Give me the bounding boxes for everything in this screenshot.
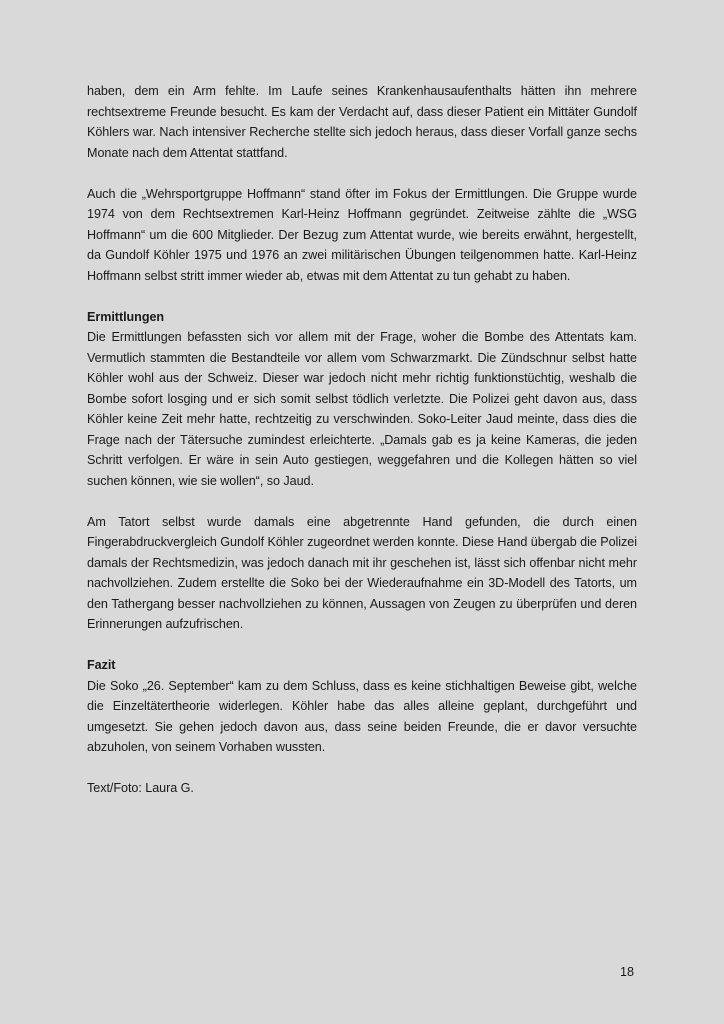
paragraph-spacer xyxy=(87,286,637,307)
paragraph-3: Die Ermittlungen befassten sich vor allem mit der Frage, woher die Bombe des Attentats kam. Vermutlich stammten die Bestandteile vor allem vom Schwarzmarkt. Die Zündschnur selbst hatte Köhler wohl aus der Schweiz. Dieser war jedoch nicht mehr richtig funktionstüchtig, weshalb die Bombe sofort losging und er sich somit selbst tödlich verletzte. Die Polizei geht davon aus, dass Köhler keine Zeit mehr hatte, rechtzeitig zu verschwinden. Soko-Leiter Jaud meinte, dass dies die Frage nach der Tätersuche zumindest erleichterte. „Damals gab es ja keine Kameras, die jeden Schritt verfolgen. Er wäre in sein Auto gestiegen, weggefahren und die Kollegen hätten so viel suchen können, wie sie wollen“, so Jaud. xyxy=(87,330,637,488)
page-number: 18 xyxy=(620,965,635,979)
paragraph-4: Am Tatort selbst wurde damals eine abgetrennte Hand gefunden, die durch einen Fingerabdruckvergleich Gundolf Köhler zugeordnet werden konnte. Diese Hand übergab die Polizei damals der Rechtsmedizin, was jedoch danach mit ihr geschehen ist, lässt sich offenbar nicht mehr nachvollziehen. Zudem erstellte die Soko bei der Wiederaufnahme ein 3D-Modell des Tatorts, um den Tathergang besser nachvollziehen zu können, Aussagen von Zeugen zu überprüfen und deren Erinnerungen aufzufrischen. xyxy=(87,514,637,631)
article-body xyxy=(87,81,637,799)
paragraph-spacer xyxy=(87,635,637,656)
credit-line: Text/Foto: Laura G. xyxy=(87,781,194,795)
paragraph-1: haben, dem ein Arm fehlte. Im Laufe seines Krankenhausaufenthalts hätten ihn mehrere rechtsextreme Freunde besucht. Es kam der Verdacht auf, dass dieser Patient ein Mittäter Gundolf Köhlers war. Nach intensiver Recherche stellte sich jedoch heraus, dass dieser Vorfall ganze sechs Monate nach dem Attentat stattfand. xyxy=(87,84,637,160)
paragraph-5: Die Soko „26. September“ kam zu dem Schluss, dass es keine stichhaltigen Beweise gibt, welche die Einzeltätertheorie widerlegen. Köhler habe das alles alleine geplant, durchgeführt und umgesetzt. Sie gehen jedoch davon aus, dass seine beiden Freunde, die er davor versuchte abzuholen, von seinem Vorhaben wussten. xyxy=(87,678,637,754)
section-heading-ermittlungen: Ermittlungen xyxy=(87,309,165,324)
paragraph-2: Auch die „Wehrsportgruppe Hoffmann“ stand öfter im Fokus der Ermittlungen. Die Gruppe wurde 1974 von dem Rechtsextremen Karl-Heinz Hoffmann gegründet. Zeitweise zählte die „WSG Hoffmann“ um die 600 Mitglieder. Der Bezug zum Attentat wurde, wie bereits erwähnt, hergestellt, da Gundolf Köhler 1975 und 1976 an zwei militärischen Übungen teilgenommen hatte. Karl-Heinz Hoffmann selbst stritt immer wieder ab, etwas mit dem Attentat zu tun gehabt zu haben. xyxy=(87,186,637,283)
paragraph-spacer xyxy=(87,163,637,184)
paragraph-spacer xyxy=(87,758,637,779)
section-heading-fazit: Fazit xyxy=(87,658,116,672)
paragraph-spacer xyxy=(87,491,637,512)
